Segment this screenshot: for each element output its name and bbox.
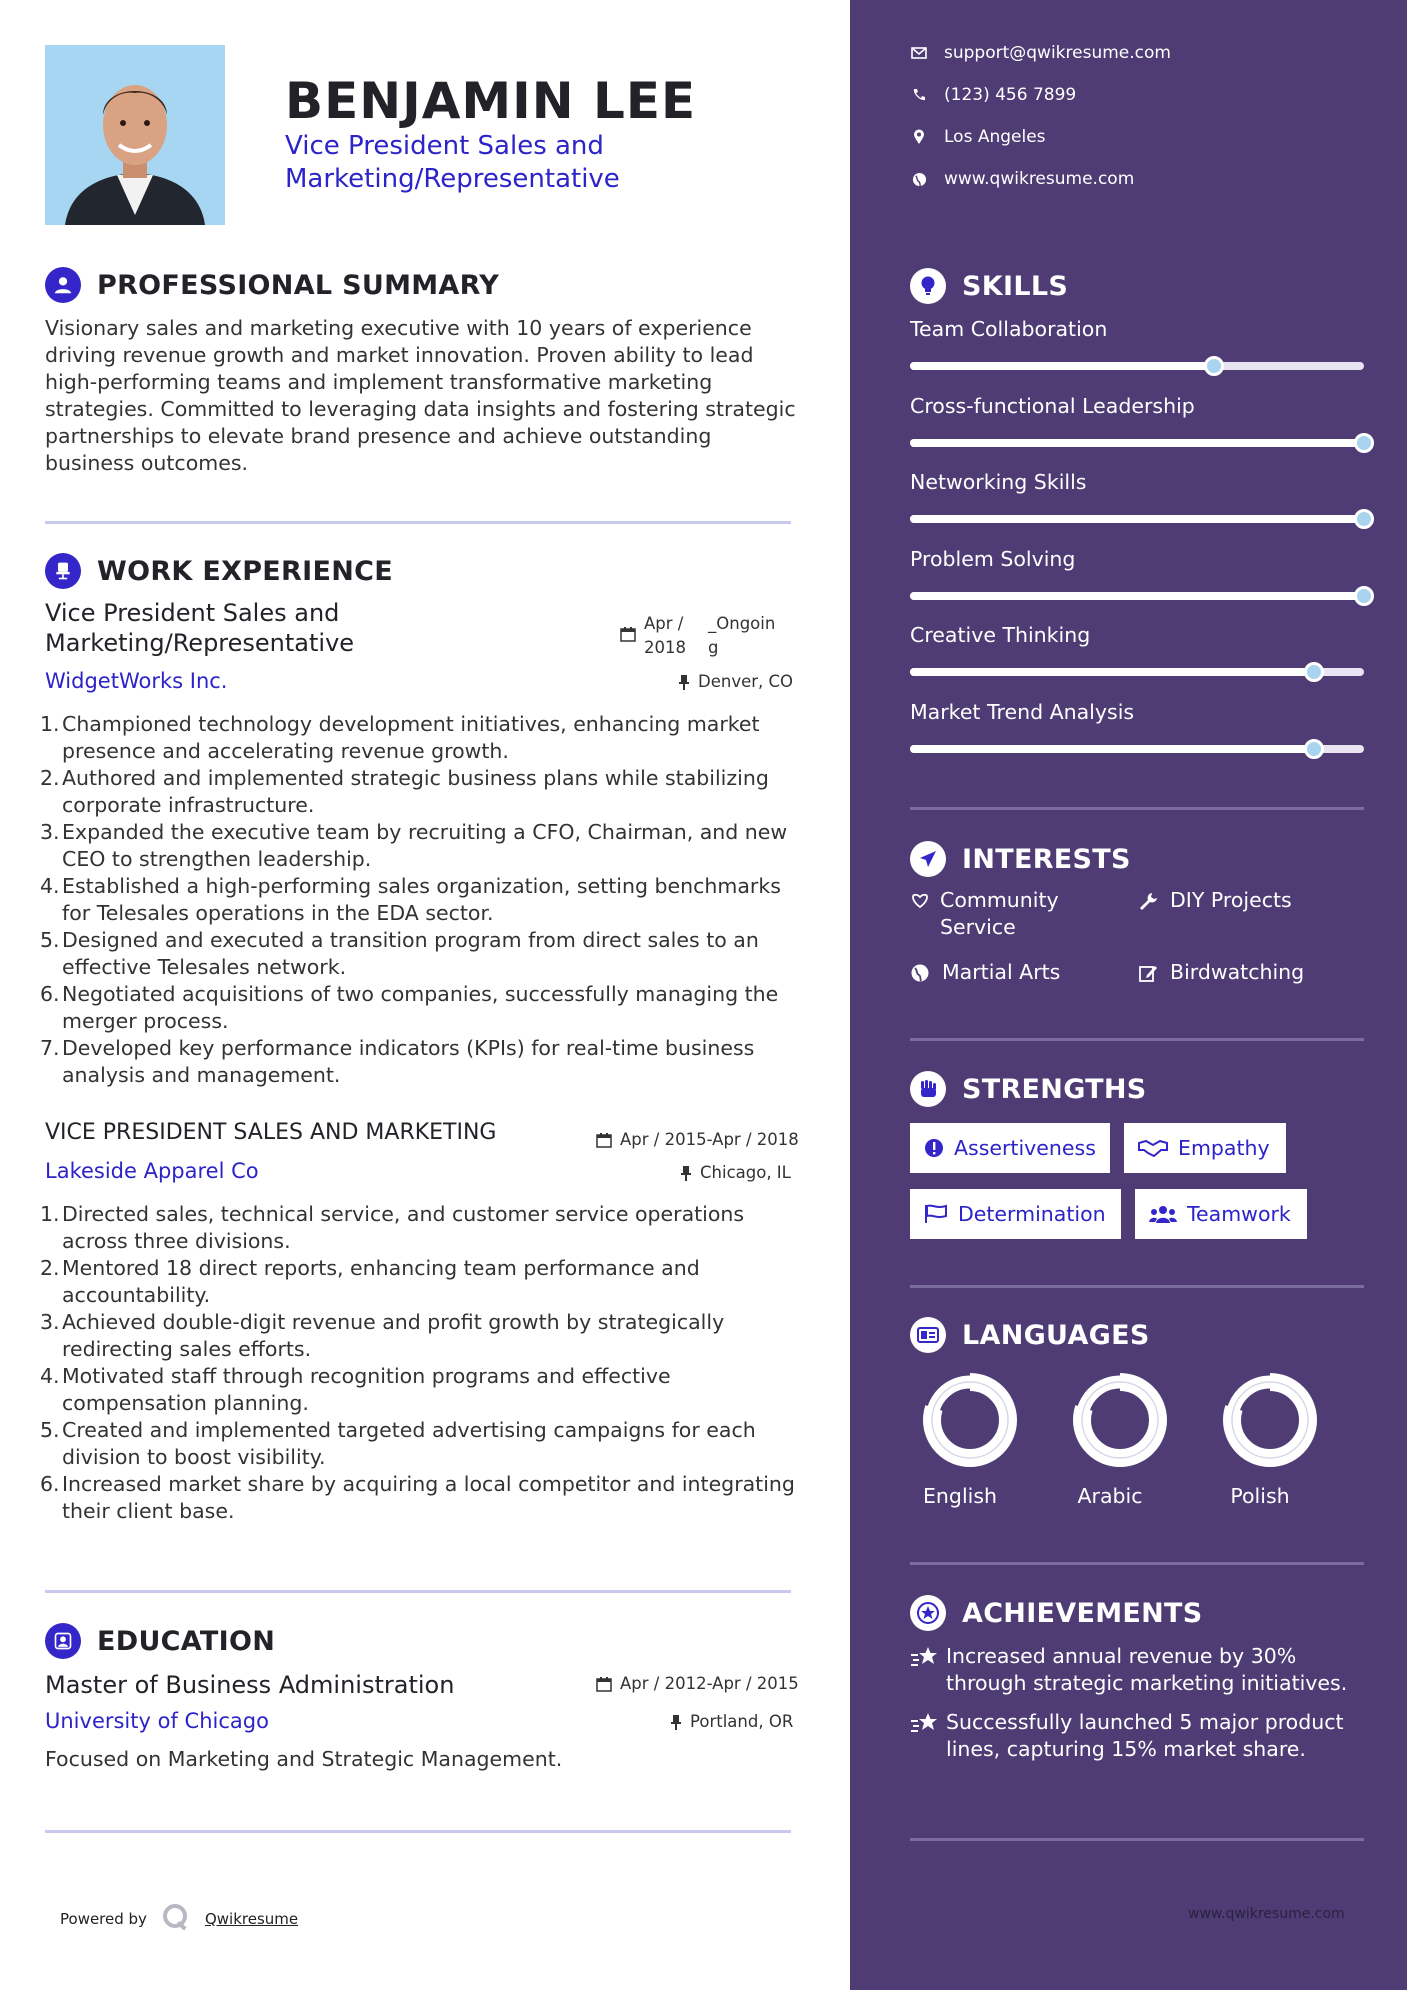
languages-title: LANGUAGES — [962, 1319, 1150, 1351]
skill-bar-knob — [1304, 662, 1324, 682]
contact-website-text: www.qwikresume.com — [944, 169, 1135, 189]
skill-label: Networking Skills — [910, 470, 1087, 494]
summary-text: Visionary sales and marketing executive with 10 years of experience driving revenue growth and market innovation. Proven ability to lead high-performing teams and implement transformative marketing strategies. Committed to leveraging data insights and fostering strategic partnerships to elevate brand presence and achieve outstanding business outcomes. — [45, 316, 796, 475]
strength-teamwork — [1135, 1189, 1307, 1239]
edit-icon — [1138, 959, 1160, 990]
job-1-date-end: _Ongoing — [708, 614, 776, 657]
contact-location-text: Los Angeles — [944, 127, 1046, 147]
contact-email-text: support@qwikresume.com — [944, 43, 1171, 63]
candidate-name: BENJAMIN LEE — [285, 72, 697, 130]
strength-label: Determination — [958, 1202, 1106, 1226]
job-2-location — [680, 1163, 791, 1182]
languages-heading — [910, 1317, 1150, 1353]
paper-plane-icon — [910, 841, 946, 877]
powered-by-label: Powered by — [60, 1910, 147, 1928]
contact-phone[interactable] — [910, 85, 1076, 105]
list-item: 3. Expanded the executive team by recruiting a CFO, Chairman, and new CEO to strengthen leadership. — [40, 820, 788, 871]
fist-icon — [910, 1071, 946, 1107]
chair-icon — [45, 553, 81, 589]
language-ring — [910, 1370, 1030, 1474]
shooting-star-icon — [910, 1709, 946, 1763]
calendar-icon — [596, 1676, 612, 1692]
achievements-heading — [910, 1595, 1203, 1631]
list-item: 4. Established a high-performing sales organization, setting benchmarks for Telesales operations in the EDA sector. — [40, 874, 781, 925]
qwikresume-logo-icon — [161, 1902, 191, 1936]
skills-heading — [910, 268, 1068, 304]
lightbulb-icon — [910, 268, 946, 304]
shooting-star-icon — [910, 1643, 946, 1697]
job-1-date-start: Apr / 2018 — [644, 614, 686, 657]
contact-location — [910, 127, 1046, 147]
graduate-icon — [45, 1623, 81, 1659]
divider — [45, 521, 791, 524]
skill-label: Cross-functional Leadership — [910, 393, 1195, 418]
interest-label: Birdwatching — [1170, 960, 1305, 984]
flag-icon — [924, 1204, 948, 1224]
skill-label: Creative Thinking — [910, 623, 1091, 647]
job-1-role: Vice President Sales and Marketing/Representative — [45, 599, 355, 657]
candidate-title: Vice President Sales and Marketing/Representative — [285, 131, 620, 194]
job-1-list — [40, 711, 800, 1089]
skill-bar-fill — [910, 592, 1364, 600]
skill-bar-fill — [910, 745, 1314, 753]
wrench-icon — [1138, 887, 1160, 918]
users-icon — [1149, 1204, 1177, 1224]
work-title: WORK EXPERIENCE — [97, 555, 393, 587]
list-item: 1. Directed sales, technical service, and customer service operations across three divisions. — [40, 1202, 745, 1253]
footer-website[interactable]: www.qwikresume.com — [1188, 1906, 1345, 1922]
skill-label: Market Trend Analysis — [910, 699, 1135, 724]
strengths-title: STRENGTHS — [962, 1073, 1147, 1105]
job-1-company: WidgetWorks Inc. — [45, 669, 228, 693]
skill-bar — [910, 745, 1364, 753]
skill-bar-knob — [1354, 586, 1374, 606]
strength-label: Assertiveness — [954, 1136, 1096, 1160]
skill-bar-fill — [910, 362, 1214, 370]
language-ring — [1210, 1370, 1330, 1474]
education-date-text: Apr / 2012-Apr / 2015 — [620, 1674, 799, 1693]
skill-bar-knob — [1354, 509, 1374, 529]
language-ring-outline — [1082, 1382, 1158, 1458]
interest-label: DIY Projects — [1170, 888, 1292, 912]
language-ring — [1060, 1370, 1180, 1474]
skill-bar — [910, 439, 1364, 447]
strength-determination — [910, 1189, 1121, 1239]
education-heading — [45, 1623, 275, 1659]
interest-martial-arts — [910, 959, 1060, 990]
education-note: Focused on Marketing and Strategic Management. — [45, 1747, 563, 1771]
job-2-role: VICE PRESIDENT SALES AND MARKETING — [45, 1120, 497, 1145]
work-heading — [45, 553, 393, 589]
divider — [910, 1838, 1364, 1841]
envelope-icon — [910, 44, 928, 62]
translate-icon — [910, 1317, 946, 1353]
summary-title: PROFESSIONAL SUMMARY — [97, 269, 500, 301]
pin-icon — [680, 1165, 692, 1181]
strength-assertiveness — [910, 1123, 1110, 1173]
location-pin-icon — [910, 128, 928, 146]
interest-diy-projects — [1138, 887, 1292, 918]
education-date — [596, 1674, 799, 1693]
skill-bar-knob — [1354, 433, 1374, 453]
contact-email[interactable] — [910, 43, 1171, 63]
education-school: University of Chicago — [45, 1709, 269, 1733]
skill-label: Team Collaboration — [910, 317, 1108, 341]
language-ring-outline — [1232, 1382, 1308, 1458]
achievement-item — [910, 1709, 1370, 1763]
language-label: English — [922, 1484, 998, 1508]
strengths-heading — [910, 1071, 1147, 1107]
achievement-item — [910, 1643, 1370, 1697]
job-2-date-text: Apr / 2015-Apr / 2018 — [620, 1130, 799, 1149]
skill-bar — [910, 592, 1364, 600]
list-item: 6. Negotiated acquisitions of two companies, successfully managing the merger process. — [40, 982, 779, 1033]
divider — [910, 807, 1364, 810]
list-item: 3. Achieved double-digit revenue and profit growth by strategically redirecting sales efforts. — [40, 1310, 725, 1361]
education-degree: Master of Business Administration — [45, 1671, 455, 1699]
star-badge-icon — [910, 1595, 946, 1631]
skill-bar-fill — [910, 439, 1364, 447]
achievements-title: ACHIEVEMENTS — [962, 1597, 1203, 1629]
list-item: 5. Created and implemented targeted advertising campaigns for each division to boost visibility. — [40, 1418, 756, 1469]
skill-bar-knob — [1304, 739, 1324, 759]
globe-icon — [910, 959, 932, 990]
divider — [45, 1830, 791, 1833]
job-1-date — [620, 612, 780, 660]
list-item: 6. Increased market share by acquiring a local competitor and integrating their client base. — [40, 1472, 795, 1523]
job-1-location-text: Denver, CO — [698, 672, 794, 691]
education-location — [670, 1712, 793, 1731]
language-label: Arabic — [1077, 1484, 1143, 1508]
job-2-location-text: Chicago, IL — [700, 1163, 791, 1182]
strength-label: Empathy — [1178, 1136, 1270, 1160]
strength-empathy — [1124, 1123, 1286, 1173]
education-location-text: Portland, OR — [690, 1712, 794, 1731]
skill-bar — [910, 668, 1364, 676]
interest-community-service — [910, 887, 1110, 941]
exclamation-icon — [924, 1138, 944, 1158]
globe-icon — [910, 170, 928, 188]
achievement-text: Successfully launched 5 major product lines, capturing 15% market share. — [946, 1710, 1344, 1761]
job-1-location — [678, 672, 793, 691]
profile-photo — [45, 45, 225, 225]
pin-icon — [670, 1714, 682, 1730]
divider — [910, 1285, 1364, 1288]
divider — [910, 1038, 1364, 1041]
calendar-icon — [596, 1132, 612, 1148]
pin-icon — [678, 674, 690, 690]
phone-icon — [910, 86, 928, 104]
calendar-icon — [620, 626, 636, 642]
interests-heading — [910, 841, 1131, 877]
list-item: 1. Championed technology development initiatives, enhancing market presence and accelerating revenue growth. — [40, 712, 760, 763]
list-item: 2. Authored and implemented strategic business plans while stabilizing corporate infrastructure. — [40, 766, 769, 817]
skill-bar-fill — [910, 515, 1364, 523]
list-item: 4. Motivated staff through recognition programs and effective compensation planning. — [40, 1364, 671, 1415]
divider — [910, 1562, 1364, 1565]
interest-birdwatching — [1138, 959, 1304, 990]
skills-title: SKILLS — [962, 270, 1069, 302]
contact-phone-text: (123) 456 7899 — [944, 85, 1077, 105]
hands-icon — [910, 887, 930, 918]
interest-label: Martial Arts — [942, 960, 1061, 984]
skill-bar-fill — [910, 668, 1314, 676]
handshake-icon — [1138, 1139, 1168, 1157]
brand-link[interactable]: Qwikresume — [204, 1910, 299, 1928]
interest-label: Community Service — [940, 888, 1059, 939]
job-2-company: Lakeside Apparel Co — [45, 1159, 259, 1183]
list-item: 2. Mentored 18 direct reports, enhancing team performance and accountability. — [40, 1256, 700, 1307]
list-item: 7. Developed key performance indicators (KPIs) for real-time business analysis and management. — [40, 1036, 755, 1087]
person-illustration — [45, 45, 225, 225]
interests-title: INTERESTS — [962, 843, 1131, 875]
skill-label: Problem Solving — [910, 546, 1076, 571]
skill-bar — [910, 362, 1364, 370]
language-label: Polish — [1230, 1484, 1290, 1508]
skill-bar — [910, 515, 1364, 523]
footer-powered — [60, 1902, 298, 1936]
divider — [45, 1590, 791, 1593]
strength-label: Teamwork — [1187, 1202, 1291, 1226]
list-item: 5. Designed and executed a transition program from direct sales to an effective Telesales network. — [40, 928, 759, 979]
user-icon — [45, 267, 81, 303]
summary-heading — [45, 267, 499, 303]
language-ring-outline — [932, 1382, 1008, 1458]
education-title: EDUCATION — [97, 1625, 276, 1657]
achievement-text: Increased annual revenue by 30% through strategic marketing initiatives. — [946, 1644, 1348, 1695]
job-2-date — [596, 1130, 799, 1149]
contact-website[interactable] — [910, 169, 1134, 189]
job-2-list — [40, 1201, 800, 1525]
